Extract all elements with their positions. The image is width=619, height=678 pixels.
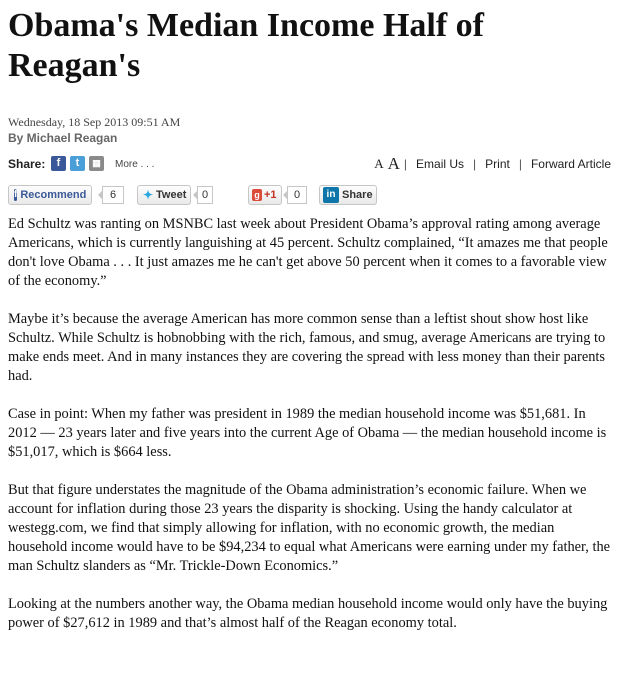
tweet-label: Tweet	[156, 189, 187, 201]
tool-separator: |	[518, 157, 522, 171]
article-headline: Obama's Median Income Half of Reagan's	[8, 7, 484, 84]
twitter-bird-icon: ✦	[143, 188, 154, 202]
linkedin-label: Share	[342, 189, 373, 201]
recommend-count: 6	[102, 186, 124, 204]
article-body	[8, 215, 616, 652]
font-larger-button[interactable]: A	[387, 154, 400, 173]
more-share-link[interactable]: More . . .	[115, 159, 155, 170]
article-paragraph: Case in point: When my father was president in 1989 the median household income was $51,681. In 2012 — 23 years later and five years into the current Age of Obama — the median household income is $51,017, which is $664 less.	[8, 406, 607, 460]
article-paragraph: But that figure understates the magnitude of the Obama administration’s economic failure. When we account for inflation during those 23 years the disparity is shocking. Using the handy calculator at westegg.com, we find that simply allowing for inflation, with no economic growth, the median household income would have to be $94,234 to equal what Americans were earning under my father, the man Schultz slanders as “Mr. Trickle-Down Economics.”	[8, 482, 611, 574]
google-plus-icon: g	[252, 189, 262, 201]
linkedin-icon: in	[323, 187, 339, 203]
digg-icon[interactable]: ▦	[89, 156, 104, 171]
print-link[interactable]: Print	[485, 157, 510, 171]
article-byline: By Michael Reagan	[8, 131, 118, 145]
tool-separator: |	[403, 157, 408, 171]
recommend-label: Recommend	[20, 189, 87, 201]
linkedin-share-button[interactable]	[319, 185, 377, 205]
google-plus-one-button[interactable]	[248, 185, 282, 205]
article-paragraph: Looking at the numbers another way, the Obama median household income would only have the buying power of $27,612 in 1989 and that’s almost half of the Reagan economy total.	[8, 596, 608, 631]
facebook-recommend-button[interactable]	[8, 185, 92, 205]
social-buttons	[8, 185, 408, 205]
tool-separator: |	[473, 157, 477, 171]
share-label: Share:	[8, 157, 46, 171]
article-tools	[374, 155, 611, 173]
facebook-icon: f	[14, 189, 18, 200]
article-paragraph: Maybe it’s because the average American has more common sense than a leftist shout show host like Schultz. While Schultz is hobnobbing with the rich, famous, and smug, average Americans are trying to make ends meet. And in many instances they are covering the spread with less money than their parents had.	[8, 311, 606, 384]
email-us-link[interactable]: Email Us	[416, 157, 465, 171]
gplus-label: +1	[264, 189, 277, 201]
article-dateline: Wednesday, 18 Sep 2013 09:51 AM	[8, 115, 181, 129]
forward-article-link[interactable]: Forward Article	[530, 157, 611, 171]
facebook-icon[interactable]: f	[51, 156, 66, 171]
gplus-count: 0	[287, 186, 307, 204]
font-smaller-button[interactable]: A	[374, 156, 384, 171]
share-toolbar	[8, 155, 611, 173]
article-paragraph: Ed Schultz was ranting on MSNBC last week about President Obama’s approval rating among average Americans, which is currently languishing at 45 percent. Schultz complained, “It amazes me that people don't love Obama . . . It just amazes me he can't get above 50 percent when it comes to a favorable view of the economy.”	[8, 216, 608, 289]
twitter-icon[interactable]: t	[70, 156, 85, 171]
tweet-button[interactable]	[137, 185, 191, 205]
tweet-count: 0	[197, 186, 213, 204]
